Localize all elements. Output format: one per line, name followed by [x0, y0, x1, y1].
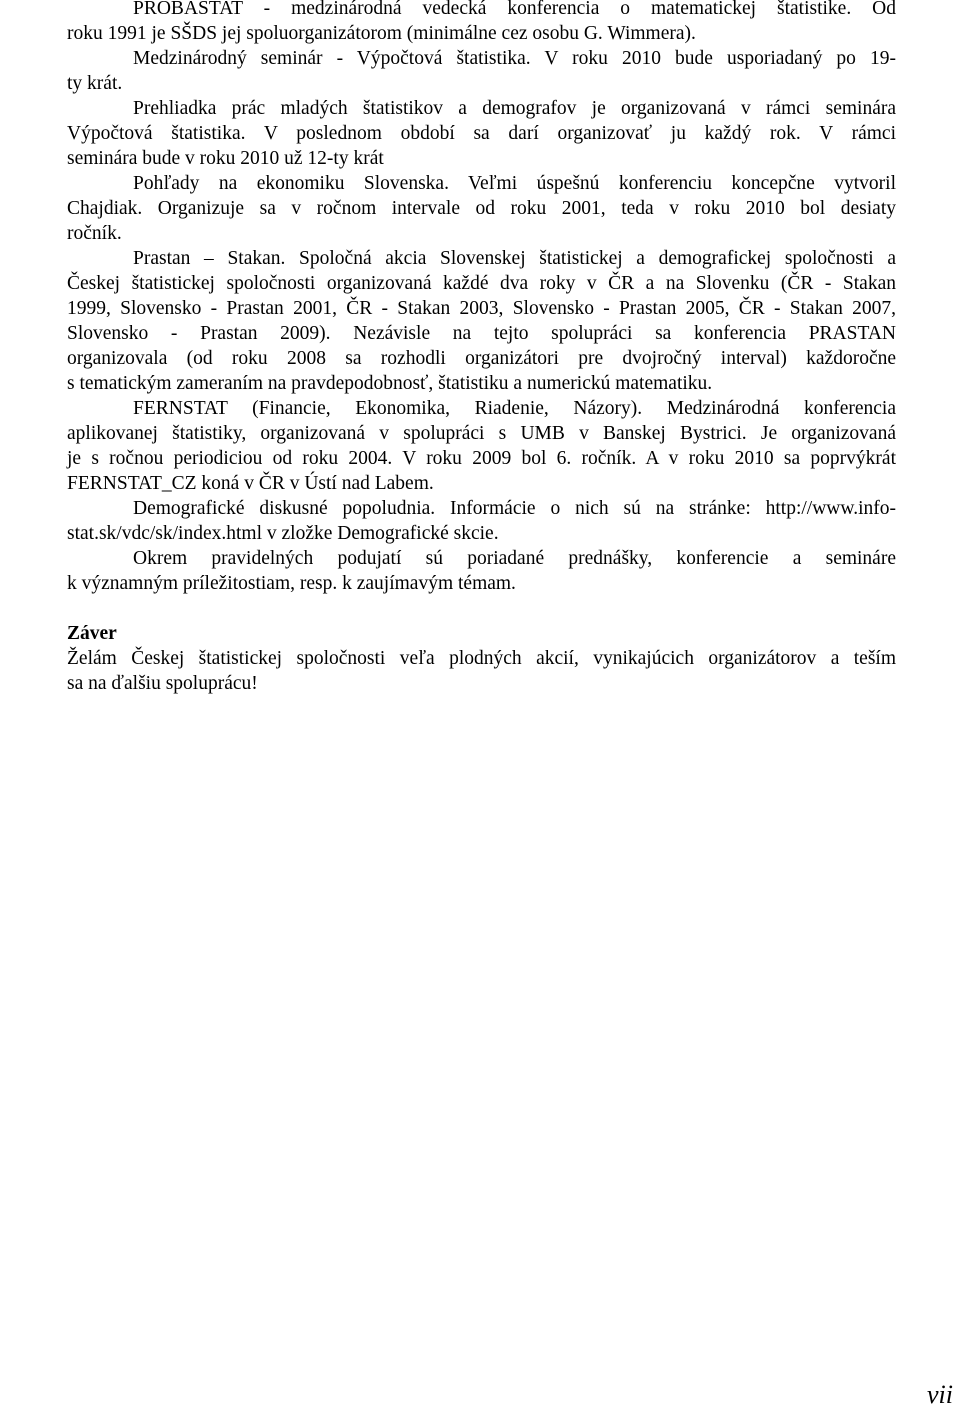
- seminar-line-1: Medzinárodný seminár - Výpočtová štatistika. V roku 2010 bude usporiadaný po 19-: [133, 48, 896, 69]
- page-body: [67, 0, 896, 696]
- fernstat-line-1: FERNSTAT (Financie, Ekonomika, Riadenie, Názory). Medzinárodná konferencia: [133, 398, 896, 419]
- young-statisticians-line-2: Výpočtová štatistika. V poslednom období sa darí organizovať ju každý rok. V rámci: [67, 123, 896, 144]
- fernstat-line-2: aplikovanej štatistiky, organizovaná v spolupráci s UMB v Banskej Bystrici. Je organizovaná: [67, 423, 896, 444]
- other-events-line-1: Okrem pravidelných podujatí sú poriadané prednášky, konferencie a semináre: [133, 548, 896, 569]
- economy-views-line-3: ročník.: [67, 223, 122, 244]
- conclusion-heading: Záver: [67, 623, 117, 644]
- demographic-afternoons-line-1: Demografické diskusné popoludnia. Informácie o nich sú na stránke: http://www.info-: [133, 498, 896, 519]
- young-statisticians-line-3: seminára bude v roku 2010 už 12-ty krát: [67, 148, 384, 169]
- demographic-afternoons-line-2: stat.sk/vdc/sk/index.html v zložke Demografické skcie.: [67, 523, 499, 544]
- fernstat-line-3: je s ročnou periodiciou od roku 2004. V roku 2009 bol 6. ročník. A v roku 2010 sa poprvýkrát: [67, 448, 896, 469]
- probastat-line-2: roku 1991 je SŠDS jej spoluorganizátorom (minimálne cez osobu G. Wimmera).: [67, 23, 696, 44]
- prastan-stakan-line-6: s tematickým zameraním na pravdepodobnosť, štatistiku a numerickú matematiku.: [67, 373, 713, 394]
- paragraph-spacer: [67, 596, 896, 621]
- prastan-stakan-line-5: organizovala (od roku 2008 sa rozhodli organizátori pre dvojročný interval) každoročne: [67, 348, 896, 369]
- page-number: vii: [927, 1380, 953, 1409]
- young-statisticians-line-1: Prehliadka prác mladých štatistikov a demografov je organizovaná v rámci seminára: [133, 98, 896, 119]
- prastan-stakan-line-3: 1999, Slovensko - Prastan 2001, ČR - Stakan 2003, Slovensko - Prastan 2005, ČR - Stakan 2007,: [67, 298, 896, 319]
- prastan-stakan-line-1: Prastan – Stakan. Spoločná akcia Slovenskej štatistickej a demografickej spoločnosti a: [133, 248, 896, 269]
- prastan-stakan-line-4: Slovensko - Prastan 2009). Nezávisle na tejto spolupráci sa konferencia PRASTAN: [67, 323, 896, 344]
- seminar-line-2: ty krát.: [67, 73, 123, 94]
- conclusion-line-1: Želám Českej štatistickej spoločnosti veľa plodných akcií, vynikajúcich organizátorov a teším: [67, 648, 896, 669]
- probastat-line-1: PROBASTAT - medzinárodná vedecká konferencia o matematickej štatistike. Od: [133, 0, 896, 19]
- fernstat-line-4: FERNSTAT_CZ koná v ČR v Ústí nad Labem.: [67, 473, 434, 494]
- other-events-line-2: k významným príležitostiam, resp. k zaujímavým témam.: [67, 573, 516, 594]
- economy-views-line-1: Pohľady na ekonomiku Slovenska. Veľmi úspešnú konferenciu koncepčne vytvoril: [133, 173, 896, 194]
- prastan-stakan-line-2: Českej štatistickej spoločnosti organizovaná každé dva roky v ČR a na Slovenku (ČR - Stakan: [67, 273, 896, 294]
- conclusion-line-2: sa na ďalšiu spoluprácu!: [67, 673, 258, 694]
- economy-views-line-2: Chajdiak. Organizuje sa v ročnom intervale od roku 2001, teda v roku 2010 bol desiaty: [67, 198, 896, 219]
